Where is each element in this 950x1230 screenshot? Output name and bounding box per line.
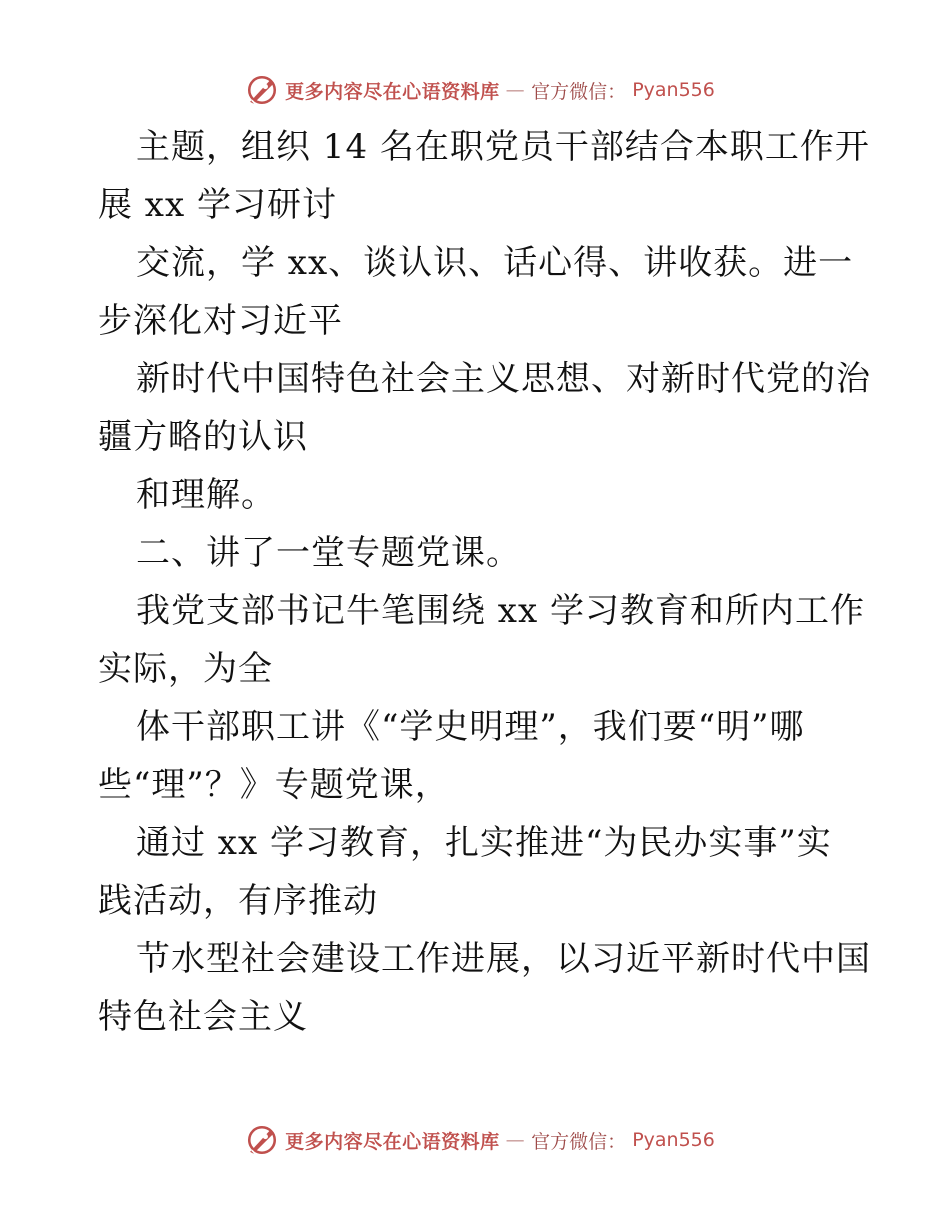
text-line: 展 xx 学习研讨 xyxy=(98,185,337,225)
watermark-wechat-id: Pyan556 xyxy=(632,1129,715,1151)
text-line: 新时代中国特色社会主义思想、对新时代党的治 xyxy=(136,359,871,399)
watermark-dash: — xyxy=(505,1129,526,1151)
text-line: 实际，为全 xyxy=(98,649,273,689)
text-line: 交流，学 xx、谈认识、话心得、讲收获。进一 xyxy=(136,243,854,283)
text-line: 特色社会主义 xyxy=(98,997,308,1037)
watermark-wechat-label: 官方微信： xyxy=(531,1130,627,1153)
watermark-wechat-id: Pyan556 xyxy=(632,79,715,101)
text-line: 步深化对习近平 xyxy=(98,301,343,341)
section-heading: 二、讲了一堂专题党课。 xyxy=(136,533,521,573)
document-body xyxy=(98,118,871,1046)
text-line: 体干部职工讲《“学史明理”，我们要“明”哪 xyxy=(136,707,805,747)
quill-pen-icon xyxy=(245,73,279,107)
watermark-main-text: 更多内容尽在心语资料库 xyxy=(285,80,500,103)
text-line: 些“理”？》专题党课， xyxy=(98,765,450,805)
text-line: 我党支部书记牛笔围绕 xx 学习教育和所内工作 xyxy=(136,591,865,631)
text-line: 践活动，有序推动 xyxy=(98,881,378,921)
text-line: 疆方略的认识 xyxy=(98,417,308,457)
header-watermark xyxy=(0,70,950,110)
text-line: 和理解。 xyxy=(136,475,276,515)
text-line: 通过 xx 学习教育，扎实推进“为民办实事”实 xyxy=(136,823,832,863)
watermark-group xyxy=(245,1123,715,1157)
footer-watermark xyxy=(0,1120,950,1160)
quill-pen-icon xyxy=(245,1123,279,1157)
watermark-main-text: 更多内容尽在心语资料库 xyxy=(285,1130,500,1153)
watermark-dash: — xyxy=(505,79,526,101)
text-line: 节水型社会建设工作进展，以习近平新时代中国 xyxy=(136,939,871,979)
watermark-group xyxy=(245,73,715,107)
watermark-wechat-label: 官方微信： xyxy=(531,80,627,103)
text-line: 主题，组织 14 名在职党员干部结合本职工作开 xyxy=(136,127,870,167)
